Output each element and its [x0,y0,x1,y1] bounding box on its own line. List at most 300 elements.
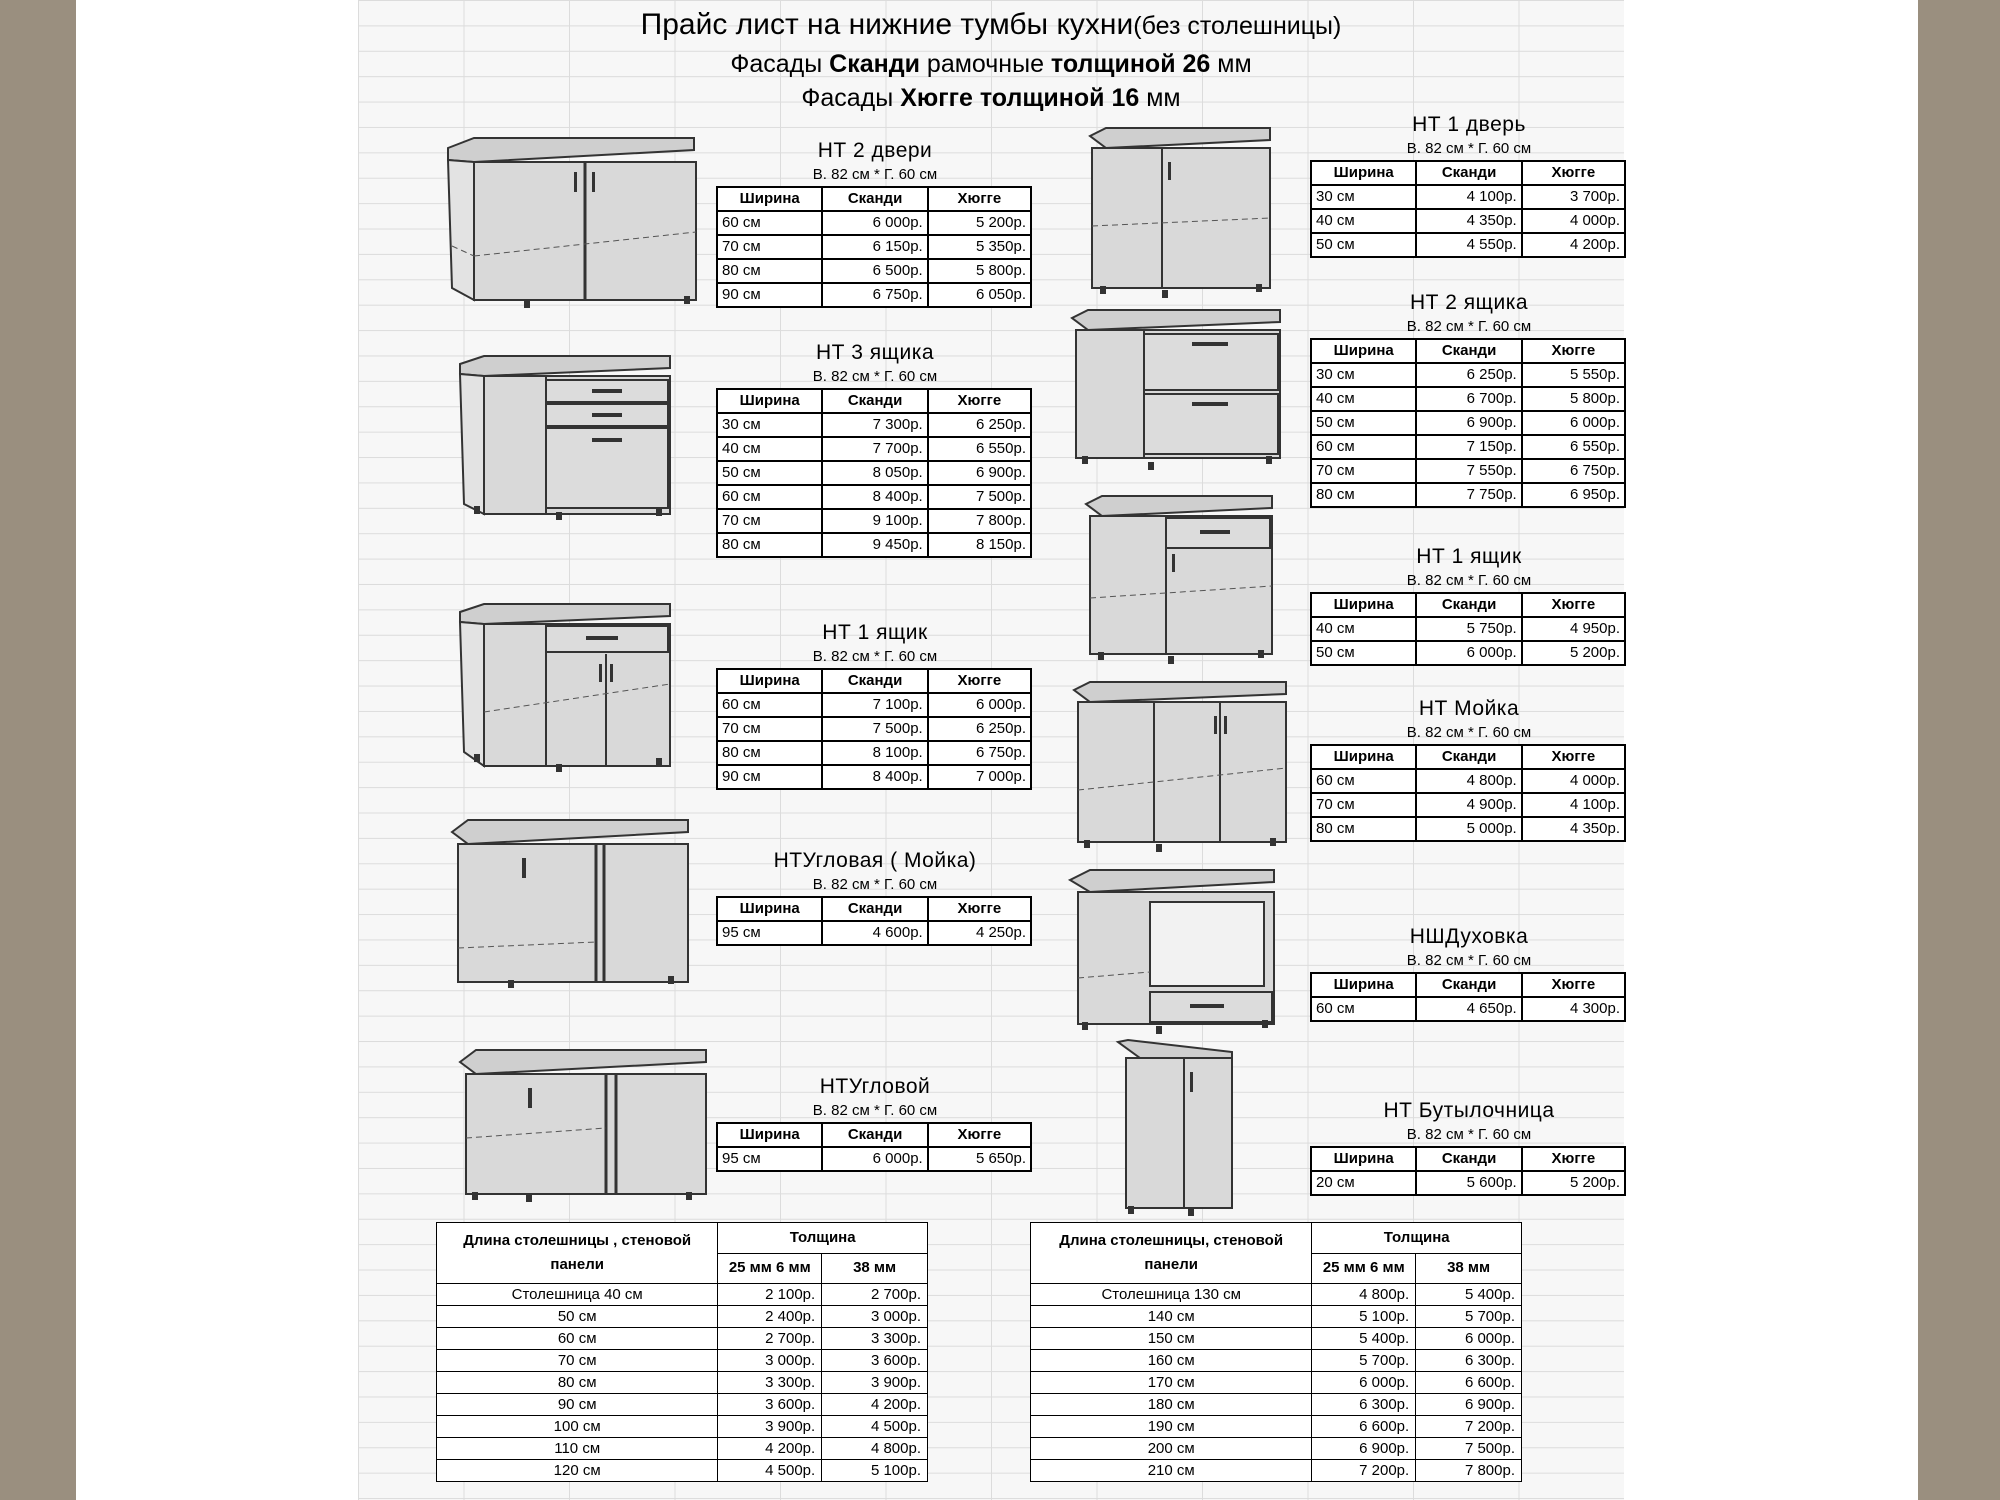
table-row [1311,185,1625,209]
hygge-price-cell: 6 250р. [928,413,1031,437]
hygge-price-cell: 6 050р. [928,283,1031,307]
price-38mm-cell: 4 500р. [822,1416,928,1438]
table-row [1031,1284,1522,1306]
col-scandi-header: Сканди [1416,593,1521,617]
table-row [1311,209,1625,233]
scandi-price-cell: 4 350р. [1416,209,1521,233]
scandi-price-cell: 7 300р. [822,413,927,437]
length-cell: 190 см [1031,1416,1312,1438]
table-row [1311,641,1625,665]
price-table-header [1311,161,1625,185]
oven-cabinet-drawing [1066,868,1280,1034]
corner-sink-cabinet-drawing [448,818,694,988]
block-size: В. 82 см * Г. 60 см [1406,952,1532,969]
subtitle-scandi-b: Сканди [829,50,920,78]
length-cell: Столешница 130 см [1031,1284,1312,1306]
table-row [1031,1306,1522,1328]
price-25mm-cell: 5 400р. [1312,1328,1416,1350]
countertop-length-header: Длина столешницы , стеновой панели [437,1223,718,1284]
title-main: Прайс лист на нижние тумбы кухни [640,8,1134,41]
width-cell: 80 см [717,533,822,557]
price-38mm-cell: 2 700р. [822,1284,928,1306]
scandi-price-cell: 6 750р. [822,283,927,307]
scandi-price-cell: 6 000р. [822,1147,927,1171]
hygge-price-cell: 8 150р. [928,533,1031,557]
block-title: НТ 3 ящика [815,341,935,364]
col-scandi-header: Сканди [822,389,927,413]
width-cell: 60 см [717,211,822,235]
block-nt-corner-sink [716,848,1034,946]
length-cell: 90 см [437,1394,718,1416]
table-row [1311,459,1625,483]
subtitle-scandi [358,50,1624,79]
subtitle-scandi-d: толщиной 26 [1050,50,1211,78]
width-cell: 70 см [1311,459,1416,483]
scandi-price-cell: 4 650р. [1416,997,1521,1021]
countertop-table-left [436,1222,928,1482]
width-cell: 20 см [1311,1171,1416,1195]
price-table-header [717,389,1031,413]
hygge-price-cell: 7 000р. [928,765,1031,789]
price-25mm-cell: 2 100р. [718,1284,822,1306]
col-width-header: Ширина [717,897,822,921]
price-25mm-cell: 5 700р. [1312,1350,1416,1372]
width-cell: 40 см [717,437,822,461]
length-cell: 140 см [1031,1306,1312,1328]
price-38mm-cell: 7 500р. [1416,1438,1522,1460]
table-row [437,1394,928,1416]
table-row [1311,387,1625,411]
price-table-header [1311,1147,1625,1171]
col-hygge-header: Хюгге [1522,339,1625,363]
width-cell: 70 см [717,717,822,741]
col-hygge-header: Хюгге [1522,593,1625,617]
price-table [1310,338,1626,508]
price-38mm-cell: 6 600р. [1416,1372,1522,1394]
table-row [1311,793,1625,817]
table-row [717,211,1031,235]
price-38mm-cell: 7 800р. [1416,1460,1522,1482]
price-25mm-cell: 2 400р. [718,1306,822,1328]
width-cell: 40 см [1311,617,1416,641]
subtitle-hygge-e: мм [1139,84,1181,112]
table-row [717,461,1031,485]
width-cell: 70 см [717,509,822,533]
block-size: В. 82 см * Г. 60 см [1406,572,1532,589]
scandi-price-cell: 5 750р. [1416,617,1521,641]
table-row [1311,363,1625,387]
price-table [716,1122,1032,1172]
price-table [1310,744,1626,842]
width-cell: 30 см [1311,363,1416,387]
scandi-price-cell: 6 700р. [1416,387,1521,411]
block-size: В. 82 см * Г. 60 см [812,648,938,665]
width-cell: 50 см [1311,233,1416,257]
table-row [717,741,1031,765]
block-size: В. 82 см * Г. 60 см [1406,140,1532,157]
table-row [717,765,1031,789]
cabinet-2-drawers-drawing [1068,308,1286,470]
thickness-header: Толщина [718,1223,928,1254]
scandi-price-cell: 9 450р. [822,533,927,557]
col-hygge-header: Хюгге [1522,973,1625,997]
scandi-price-cell: 7 500р. [822,717,927,741]
col-scandi-header: Сканди [822,187,927,211]
length-cell: 180 см [1031,1394,1312,1416]
col-hygge-header: Хюгге [928,1123,1031,1147]
width-cell: 90 см [717,765,822,789]
scandi-price-cell: 6 000р. [822,211,927,235]
hygge-price-cell: 6 750р. [1522,459,1625,483]
table-row [1311,435,1625,459]
scandi-price-cell: 8 050р. [822,461,927,485]
scandi-price-cell: 8 400р. [822,485,927,509]
price-38mm-cell: 6 300р. [1416,1350,1522,1372]
table-row [1311,769,1625,793]
width-cell: 60 см [1311,769,1416,793]
price-table [1310,592,1626,666]
col-width-header: Ширина [1311,745,1416,769]
block-title: НТУгловой [819,1075,931,1098]
length-cell: 160 см [1031,1350,1312,1372]
width-cell: 40 см [1311,387,1416,411]
price-38mm-cell: 3 300р. [822,1328,928,1350]
width-cell: 90 см [717,283,822,307]
cabinet-3-drawers-drawing [456,354,676,522]
scandi-price-cell: 4 800р. [1416,769,1521,793]
hygge-price-cell: 4 000р. [1522,769,1625,793]
subtitle-hygge-a: Фасады [801,84,901,112]
hygge-price-cell: 4 100р. [1522,793,1625,817]
length-cell: 80 см [437,1372,718,1394]
hygge-price-cell: 6 900р. [928,461,1031,485]
table-row [717,533,1031,557]
price-38mm-cell: 6 000р. [1416,1328,1522,1350]
width-cell: 50 см [717,461,822,485]
block-title: НТ Бутылочница [1383,1099,1555,1122]
length-cell: 150 см [1031,1328,1312,1350]
price-table-header [717,669,1031,693]
block-size: В. 82 см * Г. 60 см [812,368,938,385]
col-width-header: Ширина [717,1123,822,1147]
scandi-price-cell: 7 100р. [822,693,927,717]
price-table [1310,160,1626,258]
width-cell: 60 см [717,693,822,717]
thickness-38mm: 38 мм [1416,1253,1522,1284]
length-cell: 60 см [437,1328,718,1350]
col-scandi-header: Сканди [822,897,927,921]
subtitle-hygge [358,84,1624,113]
block-title: НТ 2 ящика [1409,291,1529,314]
width-cell: 50 см [1311,641,1416,665]
price-25mm-cell: 6 900р. [1312,1438,1416,1460]
hygge-price-cell: 5 200р. [1522,1171,1625,1195]
table-row [717,921,1031,945]
table-row [1031,1460,1522,1482]
scandi-price-cell: 7 150р. [1416,435,1521,459]
price-25mm-cell: 4 200р. [718,1438,822,1460]
price-25mm-cell: 4 800р. [1312,1284,1416,1306]
block-size: В. 82 см * Г. 60 см [1406,1126,1532,1143]
cabinet-1-drawer-right-drawing [1082,494,1278,666]
hygge-price-cell: 4 350р. [1522,817,1625,841]
price-25mm-cell: 7 200р. [1312,1460,1416,1482]
table-row [437,1438,928,1460]
table-row [717,235,1031,259]
col-scandi-header: Сканди [1416,339,1521,363]
table-row [437,1460,928,1482]
scandi-price-cell: 7 700р. [822,437,927,461]
col-width-header: Ширина [717,187,822,211]
hygge-price-cell: 6 950р. [1522,483,1625,507]
price-table [716,896,1032,946]
block-title: НШДуховка [1409,925,1529,948]
length-cell: 110 см [437,1438,718,1460]
scandi-price-cell: 6 500р. [822,259,927,283]
col-width-header: Ширина [1311,593,1416,617]
table-row [1031,1394,1522,1416]
table-row [1031,1438,1522,1460]
price-table-header [1311,593,1625,617]
block-nt-corner [716,1074,1034,1172]
width-cell: 50 см [1311,411,1416,435]
col-scandi-header: Сканди [822,669,927,693]
table-row [437,1416,928,1438]
scandi-price-cell: 4 600р. [822,921,927,945]
hygge-price-cell: 6 750р. [928,741,1031,765]
price-38mm-cell: 4 800р. [822,1438,928,1460]
hygge-price-cell: 4 000р. [1522,209,1625,233]
width-cell: 80 см [1311,483,1416,507]
col-hygge-header: Хюгге [1522,745,1625,769]
hygge-price-cell: 4 200р. [1522,233,1625,257]
col-hygge-header: Хюгге [928,389,1031,413]
block-title: НТ 1 дверь [1412,113,1526,136]
col-width-header: Ширина [717,389,822,413]
table-row [1031,1350,1522,1372]
col-hygge-header: Хюгге [928,897,1031,921]
width-cell: 80 см [717,741,822,765]
length-cell: 100 см [437,1416,718,1438]
hygge-price-cell: 4 300р. [1522,997,1625,1021]
hygge-price-cell: 4 250р. [928,921,1031,945]
block-size: В. 82 см * Г. 60 см [812,166,938,183]
length-cell: 210 см [1031,1460,1312,1482]
col-hygge-header: Хюгге [928,187,1031,211]
col-scandi-header: Сканди [1416,161,1521,185]
subtitle-scandi-a: Фасады [730,50,830,78]
scandi-price-cell: 7 550р. [1416,459,1521,483]
thickness-25mm: 25 мм 6 мм [718,1253,822,1284]
col-width-header: Ширина [1311,973,1416,997]
block-title: НТ 2 двери [817,139,933,162]
width-cell: 95 см [717,1147,822,1171]
page-title [358,8,1624,42]
block-size: В. 82 см * Г. 60 см [1406,318,1532,335]
block-nt-3-drawers [716,340,1034,558]
col-scandi-header: Сканди [1416,973,1521,997]
subtitle-hygge-b: Хюгге толщиной 16 [900,84,1140,112]
block-size: В. 82 см * Г. 60 см [1406,724,1532,741]
thickness-header: Толщина [1312,1223,1522,1254]
table-row [717,485,1031,509]
width-cell: 80 см [1311,817,1416,841]
price-38mm-cell: 3 600р. [822,1350,928,1372]
price-38mm-cell: 7 200р. [1416,1416,1522,1438]
col-scandi-header: Сканди [1416,1147,1521,1171]
scandi-price-cell: 7 750р. [1416,483,1521,507]
price-table [716,668,1032,790]
width-cell: 80 см [717,259,822,283]
scandi-price-cell: 8 100р. [822,741,927,765]
price-25mm-cell: 6 600р. [1312,1416,1416,1438]
block-nt-sink [1310,696,1628,842]
col-scandi-header: Сканди [1416,745,1521,769]
price-table [716,388,1032,558]
table-row [717,693,1031,717]
table-row [717,413,1031,437]
scandi-price-cell: 6 150р. [822,235,927,259]
scandi-price-cell: 4 100р. [1416,185,1521,209]
block-title: НТ Мойка [1418,697,1520,720]
col-hygge-header: Хюгге [928,669,1031,693]
col-width-header: Ширина [1311,161,1416,185]
price-38mm-cell: 5 100р. [822,1460,928,1482]
price-table-header [1311,339,1625,363]
table-row [1311,997,1625,1021]
price-table-header [717,187,1031,211]
bottle-holder-cabinet-drawing [1114,1038,1238,1216]
hygge-price-cell: 5 550р. [1522,363,1625,387]
scandi-price-cell: 5 600р. [1416,1171,1521,1195]
thickness-25mm: 25 мм 6 мм [1312,1253,1416,1284]
hygge-price-cell: 5 800р. [928,259,1031,283]
length-cell: 200 см [1031,1438,1312,1460]
price-table-header [1311,745,1625,769]
scandi-price-cell: 9 100р. [822,509,927,533]
block-title: НТ 1 ящик [1416,545,1522,568]
width-cell: 60 см [1311,435,1416,459]
table-row [717,509,1031,533]
length-cell: 170 см [1031,1372,1312,1394]
cabinet-1-drawer-drawing [456,602,676,774]
price-25mm-cell: 2 700р. [718,1328,822,1350]
hygge-price-cell: 6 550р. [928,437,1031,461]
hygge-price-cell: 5 200р. [928,211,1031,235]
length-cell: Столешница 40 см [437,1284,718,1306]
price-25mm-cell: 3 300р. [718,1372,822,1394]
hygge-price-cell: 6 000р. [928,693,1031,717]
scandi-price-cell: 5 000р. [1416,817,1521,841]
length-cell: 120 см [437,1460,718,1482]
hygge-price-cell: 4 950р. [1522,617,1625,641]
hygge-price-cell: 6 550р. [1522,435,1625,459]
table-row [437,1284,928,1306]
block-nt-bottle-holder [1310,1098,1628,1196]
hygge-price-cell: 5 200р. [1522,641,1625,665]
scandi-price-cell: 6 250р. [1416,363,1521,387]
table-row [717,717,1031,741]
price-25mm-cell: 6 000р. [1312,1372,1416,1394]
price-38mm-cell: 3 900р. [822,1372,928,1394]
table-row [1311,1171,1625,1195]
price-table [1310,972,1626,1022]
hygge-price-cell: 3 700р. [1522,185,1625,209]
table-row [1311,411,1625,435]
table-row [717,259,1031,283]
price-25mm-cell: 5 100р. [1312,1306,1416,1328]
block-nt-2-doors [716,138,1034,308]
scandi-price-cell: 4 550р. [1416,233,1521,257]
cabinet-2-doors-drawing [444,136,704,308]
title-note: (без столешницы) [1133,12,1342,40]
price-25mm-cell: 6 300р. [1312,1394,1416,1416]
table-row [1311,817,1625,841]
table-row [717,437,1031,461]
countertop-table-right [1030,1222,1522,1482]
table-row [437,1372,928,1394]
width-cell: 95 см [717,921,822,945]
price-25mm-cell: 3 900р. [718,1416,822,1438]
subtitle-scandi-c: рамочные [919,50,1051,78]
col-width-header: Ширина [1311,1147,1416,1171]
table-row [437,1306,928,1328]
col-width-header: Ширина [1311,339,1416,363]
scandi-price-cell: 6 900р. [1416,411,1521,435]
width-cell: 40 см [1311,209,1416,233]
cabinet-1-door-drawing [1086,126,1276,298]
countertop-length-header: Длина столешницы, стеновой панели [1031,1223,1312,1284]
hygge-price-cell: 5 650р. [928,1147,1031,1171]
length-cell: 50 см [437,1306,718,1328]
price-38mm-cell: 3 000р. [822,1306,928,1328]
block-title: НТ 1 ящик [822,621,928,644]
price-table-header [1311,973,1625,997]
price-table [716,186,1032,308]
price-38mm-cell: 5 700р. [1416,1306,1522,1328]
block-nt-2-drawers [1310,290,1628,508]
width-cell: 70 см [717,235,822,259]
table-row [437,1328,928,1350]
block-nt-1-door [1310,112,1628,258]
scandi-price-cell: 4 900р. [1416,793,1521,817]
hygge-price-cell: 7 800р. [928,509,1031,533]
thickness-38mm: 38 мм [822,1253,928,1284]
table-row [1031,1372,1522,1394]
price-table [1310,1146,1626,1196]
price-table-header [717,897,1031,921]
block-nsh-oven [1310,924,1628,1022]
hygge-price-cell: 6 000р. [1522,411,1625,435]
block-title: НТУгловая ( Мойка) [773,849,977,872]
width-cell: 30 см [717,413,822,437]
subtitle-scandi-e: мм [1210,50,1252,78]
price-38mm-cell: 5 400р. [1416,1284,1522,1306]
hygge-price-cell: 5 800р. [1522,387,1625,411]
table-row [1311,233,1625,257]
table-row [1311,483,1625,507]
table-row [1311,617,1625,641]
col-hygge-header: Хюгге [1522,161,1625,185]
width-cell: 60 см [1311,997,1416,1021]
block-size: В. 82 см * Г. 60 см [812,876,938,893]
block-nt-1-drawer-right [1310,544,1628,666]
table-row [717,283,1031,307]
hygge-price-cell: 6 250р. [928,717,1031,741]
price-25mm-cell: 4 500р. [718,1460,822,1482]
width-cell: 60 см [717,485,822,509]
price-table-header [717,1123,1031,1147]
